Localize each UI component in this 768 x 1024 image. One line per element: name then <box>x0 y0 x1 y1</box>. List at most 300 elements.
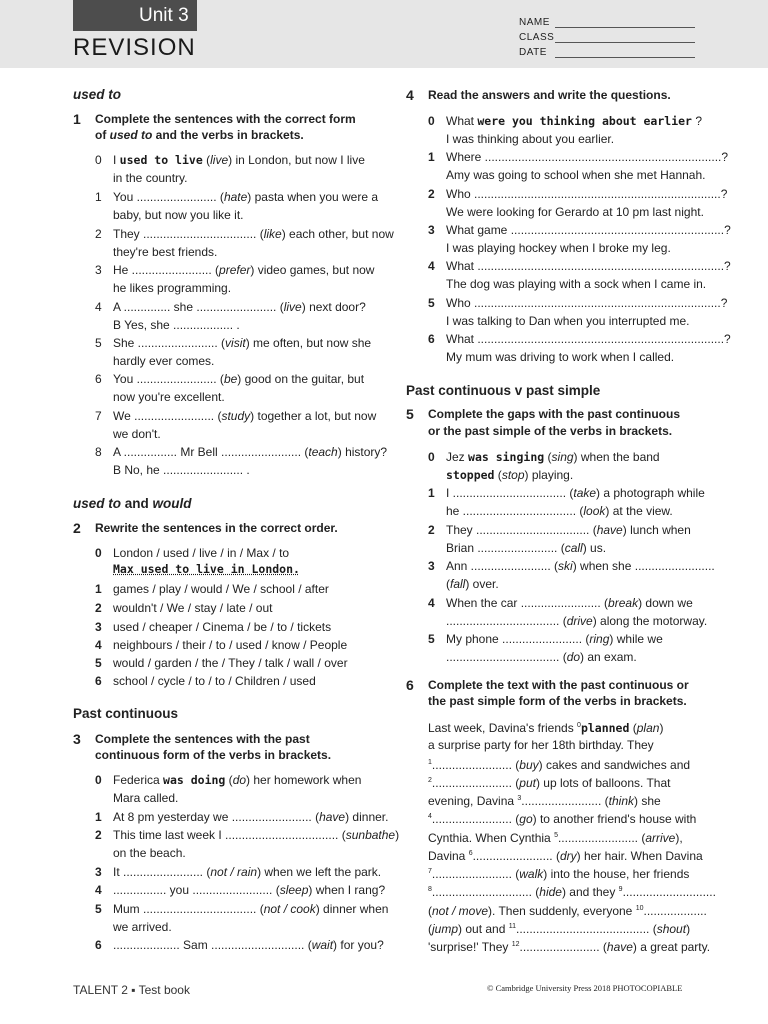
text-fragment: ) while we <box>609 632 663 646</box>
item-line[interactable] <box>113 937 384 953</box>
verb-hint: walk <box>519 867 544 881</box>
item-number: 0 <box>428 114 435 128</box>
exercise-instruction: Complete the sentences with the correct form <box>95 112 356 126</box>
text-fragment: ) into the house, her friends <box>543 867 690 881</box>
text-fragment: ................... <box>643 904 707 918</box>
unit-label: Unit 3 <box>73 0 197 31</box>
answer-line: Amy was going to school when she met Hannah. <box>446 168 706 182</box>
verb-hint: look <box>583 504 606 518</box>
text-fragment: Cynthia. When Cynthia <box>428 831 555 845</box>
verb-hint: sunbathe <box>345 828 396 842</box>
item-number: 6 <box>95 372 102 386</box>
item-number: 5 <box>95 902 102 916</box>
item-number: 2 <box>95 227 102 241</box>
text-line[interactable] <box>428 937 710 955</box>
answer-line: We were looking for Gerardo at 10 pm last night. <box>446 205 704 219</box>
exercise-number: 5 <box>406 406 414 422</box>
text-line[interactable] <box>428 755 690 773</box>
text-fragment: We ........................ ( <box>113 409 222 423</box>
gap-number: 8 <box>428 886 432 893</box>
exercise-instruction: Complete the text with the past continuous or <box>428 678 689 692</box>
verb-hint: think <box>608 794 635 808</box>
exercise-instruction: or the past simple of the verbs in brackets. <box>428 424 673 438</box>
item-line[interactable] <box>113 444 387 460</box>
text-fragment: ........................ ( <box>557 831 646 845</box>
verb-hint: plan <box>636 721 660 735</box>
item-line-continued[interactable] <box>446 649 637 665</box>
text-fragment: ), <box>675 831 683 845</box>
text-line[interactable] <box>428 864 689 882</box>
text-fragment: ) a great party. <box>632 940 711 954</box>
question-line[interactable] <box>446 149 728 165</box>
exercise-instruction: of used to and the verbs in brackets. <box>95 128 304 142</box>
text-fragment: ). Then suddenly, everyone <box>488 904 636 918</box>
text-fragment: ( <box>428 922 432 936</box>
text-fragment: ? <box>691 114 702 128</box>
exercise-instruction: Complete the sentences with the past <box>95 732 310 746</box>
text-line[interactable] <box>428 901 707 919</box>
text-fragment: ) dinner when <box>315 902 389 916</box>
section-title-past-cont-v-past-simple: Past continuous v past simple <box>406 383 601 398</box>
text-line[interactable] <box>428 919 690 937</box>
item-number: 2 <box>95 601 102 615</box>
item-number: 0 <box>428 450 435 464</box>
text-fragment: Davina <box>428 849 469 863</box>
verb-hint: prefer <box>219 263 251 277</box>
item-number: 6 <box>95 674 102 688</box>
exercise-instruction: Rewrite the sentences in the correct order. <box>95 521 338 535</box>
page-title: REVISION <box>73 34 196 61</box>
handwritten-answer: planned <box>580 721 630 735</box>
text-fragment: ................ you ........................ ( <box>113 883 280 897</box>
verb-hint: live <box>210 153 229 167</box>
item-line-continued: baby, but now you like it. <box>113 208 244 222</box>
gap-number: 0 <box>577 722 581 729</box>
item-number: 4 <box>428 596 435 610</box>
verb-hint: like <box>263 227 282 241</box>
text-fragment: ) in London, but now I live <box>228 153 365 167</box>
text-line[interactable] <box>428 846 703 864</box>
gap-number: 3 <box>517 795 522 802</box>
text-fragment: ( <box>202 153 211 167</box>
text-fragment: What ..........................................................................? <box>446 259 731 273</box>
text-fragment: I <box>113 153 120 167</box>
answer-line: I was talking to Dan when you interrupted me. <box>446 314 690 328</box>
verb-hint: wait <box>311 938 334 952</box>
text-fragment: You ........................ ( <box>113 372 224 386</box>
item-line[interactable] <box>446 558 715 574</box>
item-line[interactable] <box>113 864 381 880</box>
text-fragment: ) video games, but now <box>250 263 375 277</box>
item-line-continued[interactable] <box>446 576 499 592</box>
item-line-continued: he likes programming. <box>113 281 232 295</box>
item-line-continued: in the country. <box>113 171 188 185</box>
handwritten-answer: was singing <box>468 450 545 464</box>
text-fragment: A ................ Mr Bell ........................ ( <box>113 445 309 459</box>
item-line[interactable]: wouldn't / We / stay / late / out <box>113 601 273 615</box>
text-fragment: This time last week I .................................. ( <box>113 828 346 842</box>
item-line[interactable] <box>113 335 371 351</box>
text-fragment: .................................. ( <box>446 614 567 628</box>
item-line[interactable] <box>446 595 693 611</box>
item-number: 6 <box>428 332 435 346</box>
item-number: 4 <box>95 300 102 314</box>
gap-number: 5 <box>554 832 558 839</box>
question-line[interactable] <box>446 113 702 129</box>
verb-hint: ring <box>589 632 610 646</box>
gap-number: 7 <box>428 868 432 875</box>
text-fragment: ........................ ( <box>519 940 607 954</box>
question-line[interactable] <box>446 331 731 347</box>
item-line[interactable] <box>113 189 378 205</box>
gap-number: 10 <box>635 905 644 912</box>
verb-hint: arrive <box>645 831 676 845</box>
text-fragment: ) her homework when <box>246 773 362 787</box>
verb-hint: be <box>223 372 238 386</box>
verb-hint: go <box>519 812 533 826</box>
text-fragment: ........................ ( <box>521 794 609 808</box>
verb-hint: shout <box>656 922 687 936</box>
text-fragment: ( <box>428 904 432 918</box>
verb-hint: buy <box>519 758 539 772</box>
text-line[interactable] <box>428 809 696 827</box>
text-fragment: ) she <box>634 794 661 808</box>
text-fragment: It ........................ ( <box>113 865 211 879</box>
section-title-used-to-would: used to and would <box>73 496 192 511</box>
item-line[interactable] <box>446 485 705 501</box>
item-line[interactable] <box>113 882 385 898</box>
item-number: 6 <box>95 938 102 952</box>
exercise-instruction: Read the answers and write the questions. <box>428 88 671 102</box>
name-label: NAME <box>519 17 550 28</box>
text-fragment: evening, Davina <box>428 794 518 808</box>
text-fragment: ) and they <box>561 885 619 899</box>
exercise-number: 4 <box>406 87 414 103</box>
text-fragment: ) when we left the park. <box>257 865 382 879</box>
item-number: 1 <box>428 486 435 500</box>
text-fragment: ) <box>395 828 400 842</box>
verb-hint: live <box>283 300 302 314</box>
text-fragment: Mum .................................. ( <box>113 902 264 916</box>
handwritten-answer: stopped <box>446 468 495 482</box>
text-fragment: ) along the motorway. <box>592 614 708 628</box>
item-number: 4 <box>95 883 102 897</box>
item-number: 1 <box>95 190 102 204</box>
answer-line: I was thinking about you earlier. <box>446 132 615 146</box>
text-fragment: he .................................. ( <box>446 504 584 518</box>
item-number: 5 <box>95 336 102 350</box>
item-line-continued: they're best friends. <box>113 245 218 259</box>
item-number: 3 <box>95 263 102 277</box>
handwritten-answer: Max used to live in London. <box>113 562 300 576</box>
text-fragment: She ........................ ( <box>113 336 226 350</box>
verb-hint: do <box>232 773 247 787</box>
answer-line: I was playing hockey when I broke my leg. <box>446 241 671 255</box>
item-number: 2 <box>428 523 435 537</box>
item-number: 1 <box>95 810 102 824</box>
text-fragment: ) good on the guitar, but <box>237 372 365 386</box>
text-fragment: Federica <box>113 773 164 787</box>
item-number: 3 <box>95 620 102 634</box>
item-number: 3 <box>428 559 435 573</box>
exercise-instruction: Complete the gaps with the past continuous <box>428 407 681 421</box>
text-fragment: ) cakes and sandwiches and <box>538 758 691 772</box>
verb-hint: have <box>606 940 633 954</box>
verb-hint: stop <box>501 468 525 482</box>
item-number: 4 <box>95 638 102 652</box>
item-number: 2 <box>428 187 435 201</box>
text-fragment: You ........................ ( <box>113 190 224 204</box>
text-fragment: Who ..........................................................................? <box>446 187 728 201</box>
item-line[interactable] <box>113 827 399 843</box>
item-line-continued: we arrived. <box>113 920 172 934</box>
item-line-continued[interactable] <box>446 503 673 519</box>
verb-hint: jump <box>432 922 459 936</box>
text-fragment: They .................................. ( <box>113 227 264 241</box>
text-fragment: A .............. she ........................ ( <box>113 300 284 314</box>
gap-number: 12 <box>511 941 520 948</box>
item-line[interactable]: games / play / would / We / school / after <box>113 582 329 596</box>
handwritten-answer: were you thinking about earlier <box>477 114 692 128</box>
text-fragment: Who ..........................................................................? <box>446 296 728 310</box>
item-line[interactable] <box>113 262 374 278</box>
question-line[interactable] <box>446 222 731 238</box>
footer-book-title: TALENT 2 ▪ Test book <box>73 983 190 997</box>
item-number: 0 <box>95 546 102 560</box>
item-line[interactable]: would / garden / the / They / talk / wall / over <box>113 656 348 670</box>
item-line[interactable] <box>113 226 394 242</box>
text-fragment: ) history? <box>337 445 388 459</box>
text-fragment: a surprise party for her 18th birthday. They <box>428 738 654 752</box>
item-line-continued: now you're excellent. <box>113 390 225 404</box>
text-fragment: When the car ........................ ( <box>446 596 609 610</box>
item-line[interactable] <box>113 408 376 424</box>
text-fragment: Last week, Davina's friends <box>428 721 578 735</box>
gap-number: 11 <box>508 923 516 930</box>
item-number: 4 <box>428 259 435 273</box>
verb-hint: visit <box>225 336 246 350</box>
text-fragment: ) lunch when <box>622 523 691 537</box>
item-line-continued[interactable] <box>446 540 606 556</box>
item-number: 3 <box>428 223 435 237</box>
verb-hint: hate <box>223 190 248 204</box>
text-fragment: Where .......................................................................? <box>446 150 729 164</box>
text-fragment: ( <box>629 721 637 735</box>
question-line[interactable] <box>446 295 727 311</box>
item-line-continued: on the beach. <box>113 846 186 860</box>
text-fragment: ) at the view. <box>605 504 673 518</box>
answer-line: My mum was driving to work when I called. <box>446 350 675 364</box>
text-fragment: They .................................. ( <box>446 523 597 537</box>
text-line[interactable] <box>428 773 670 791</box>
verb-hint: sleep <box>279 883 309 897</box>
verb-hint: drive <box>566 614 593 628</box>
item-number: 5 <box>428 296 435 310</box>
item-number: 2 <box>95 828 102 842</box>
gap-number: 4 <box>428 813 432 820</box>
answer-line: The dog was playing with a sock when I came in. <box>446 277 707 291</box>
exercise-number: 3 <box>73 731 81 747</box>
text-fragment: ........................ ( <box>431 812 520 826</box>
text-fragment: ........................ ( <box>431 867 520 881</box>
text-fragment: ) up lots of balloons. That <box>535 776 671 790</box>
item-line-continued[interactable] <box>446 467 573 483</box>
text-fragment: Brian ........................ ( <box>446 541 565 555</box>
text-fragment: ............................ <box>622 885 716 899</box>
verb-hint: put <box>519 776 536 790</box>
item-line[interactable]: used / cheaper / Cinema / be / to / tickets <box>113 620 332 634</box>
question-line[interactable] <box>446 186 727 202</box>
item-line-continued: B Yes, she .................. . <box>113 318 240 332</box>
text-fragment: ) out and <box>458 922 509 936</box>
verb-hint: not / cook <box>263 902 316 916</box>
section-title-used-to: used to <box>73 87 122 102</box>
text-fragment: ) over. <box>465 577 499 591</box>
item-line-continued: hardly ever comes. <box>113 354 215 368</box>
verb-hint: call <box>564 541 583 555</box>
name-field[interactable] <box>555 27 695 28</box>
text-fragment: Jez <box>446 450 469 464</box>
verb-hint: have <box>596 523 623 537</box>
item-line[interactable] <box>446 631 663 647</box>
item-number: 7 <box>95 409 102 423</box>
text-fragment: ( <box>494 468 502 482</box>
verb-hint: teach <box>308 445 338 459</box>
verb-hint: not / rain <box>210 865 258 879</box>
exercise-number: 1 <box>73 111 81 127</box>
exercise-number: 2 <box>73 520 81 536</box>
text-fragment: What ..........................................................................? <box>446 332 731 346</box>
item-number: 1 <box>428 150 435 164</box>
gap-number: 9 <box>618 886 623 893</box>
verb-hint: hide <box>539 885 562 899</box>
text-fragment: ) an exam. <box>580 650 637 664</box>
text-line[interactable] <box>428 828 683 846</box>
gap-number: 2 <box>428 777 432 784</box>
item-line-continued: we don't. <box>113 427 161 441</box>
verb-hint: take <box>573 486 597 500</box>
item-line[interactable] <box>113 809 388 825</box>
text-fragment: ) when the band <box>573 450 660 464</box>
verb-hint: not / move <box>432 904 489 918</box>
gap-number: 6 <box>468 850 473 857</box>
item-line-continued[interactable] <box>446 613 707 629</box>
text-fragment: ........................ ( <box>431 776 520 790</box>
item-number: 0 <box>95 773 102 787</box>
text-fragment: ) for you? <box>333 938 384 952</box>
text-fragment: ) pasta when you were a <box>247 190 379 204</box>
text-fragment: .................... Sam ............................ ( <box>113 938 312 952</box>
text-fragment: ) each other, but now <box>281 227 394 241</box>
item-number: 8 <box>95 445 102 459</box>
verb-hint: dry <box>559 849 577 863</box>
item-line[interactable] <box>113 299 366 315</box>
item-line[interactable]: neighbours / their / to / used / know / People <box>113 638 348 652</box>
item-number: 3 <box>95 865 102 879</box>
verb-hint: break <box>608 596 639 610</box>
text-fragment: ) <box>659 721 664 735</box>
text-fragment: I .................................. ( <box>446 486 574 500</box>
text-fragment: .................................. ( <box>446 650 567 664</box>
item-line[interactable] <box>113 772 361 788</box>
text-fragment: ) down we <box>638 596 693 610</box>
text-fragment: ) us. <box>582 541 607 555</box>
item-number: 0 <box>95 153 102 167</box>
text-line[interactable] <box>428 882 716 900</box>
text-line[interactable] <box>428 718 663 736</box>
text-fragment: ........................................ ( <box>516 922 657 936</box>
item-number: 5 <box>428 632 435 646</box>
verb-hint: have <box>319 810 346 824</box>
text-fragment: ........................ ( <box>472 849 560 863</box>
item-number: 1 <box>95 582 102 596</box>
text-fragment: ) <box>686 922 691 936</box>
text-fragment: ) dinner. <box>345 810 389 824</box>
item-line[interactable]: school / cycle / to / to / Children / used <box>113 674 316 688</box>
question-line[interactable] <box>446 258 731 274</box>
text-fragment: He ........................ ( <box>113 263 220 277</box>
verb-hint: sing <box>551 450 574 464</box>
section-title-past-continuous: Past continuous <box>73 706 179 721</box>
verb-hint: fall <box>450 577 466 591</box>
text-fragment: What game ................................................................? <box>446 223 731 237</box>
exercise-instruction: continuous form of the verbs in brackets. <box>95 748 332 762</box>
item-number: 5 <box>95 656 102 670</box>
verb-hint: study <box>221 409 251 423</box>
date-field[interactable] <box>555 57 695 58</box>
date-label: DATE <box>519 47 547 58</box>
text-fragment: ( <box>225 773 233 787</box>
text-fragment: ) a photograph while <box>596 486 705 500</box>
item-line[interactable] <box>113 371 364 387</box>
text-fragment: What <box>446 114 478 128</box>
verb-hint: do <box>566 650 581 664</box>
item-line[interactable] <box>446 449 660 465</box>
class-field[interactable] <box>555 42 695 43</box>
text-fragment: ( <box>446 577 450 591</box>
gap-number: 1 <box>428 759 432 766</box>
item-line[interactable] <box>113 152 365 168</box>
verb-hint: ski <box>558 559 573 573</box>
text-fragment: ) next door? <box>301 300 366 314</box>
exercise-instruction: the past simple form of the verbs in brackets. <box>428 694 687 708</box>
item-line[interactable] <box>446 522 691 538</box>
footer-copyright: © Cambridge University Press 2018 PHOTOCOPIABLE <box>487 983 683 993</box>
item-line-continued: B No, he ........................ . <box>113 463 250 477</box>
item-line-continued: Mara called. <box>113 791 179 805</box>
handwritten-answer: used to live <box>119 153 203 167</box>
exercise-number: 6 <box>406 677 414 693</box>
text-fragment: At 8 pm yesterday we ........................ ( <box>113 810 320 824</box>
text-fragment: ) playing. <box>524 468 574 482</box>
text-line[interactable] <box>428 791 661 809</box>
text-fragment: ) when I rang? <box>308 883 386 897</box>
text-fragment: ) her hair. When Davina <box>576 849 703 863</box>
text-fragment: ) when she ........................ <box>572 559 715 573</box>
text-fragment: ) to another friend's house with <box>532 812 697 826</box>
item-line: London / used / live / in / Max / to <box>113 546 290 560</box>
handwritten-answer: was doing <box>163 773 226 787</box>
text-fragment: ........................ ( <box>431 758 520 772</box>
text-line[interactable] <box>428 737 654 753</box>
text-fragment: .............................. ( <box>431 885 540 899</box>
text-fragment: ) me often, but now she <box>245 336 372 350</box>
text-fragment: ) together a lot, but now <box>250 409 377 423</box>
text-fragment: ( <box>544 450 552 464</box>
class-label: CLASS <box>519 32 555 43</box>
text-fragment: My phone ........................ ( <box>446 632 590 646</box>
item-line[interactable] <box>113 901 388 917</box>
